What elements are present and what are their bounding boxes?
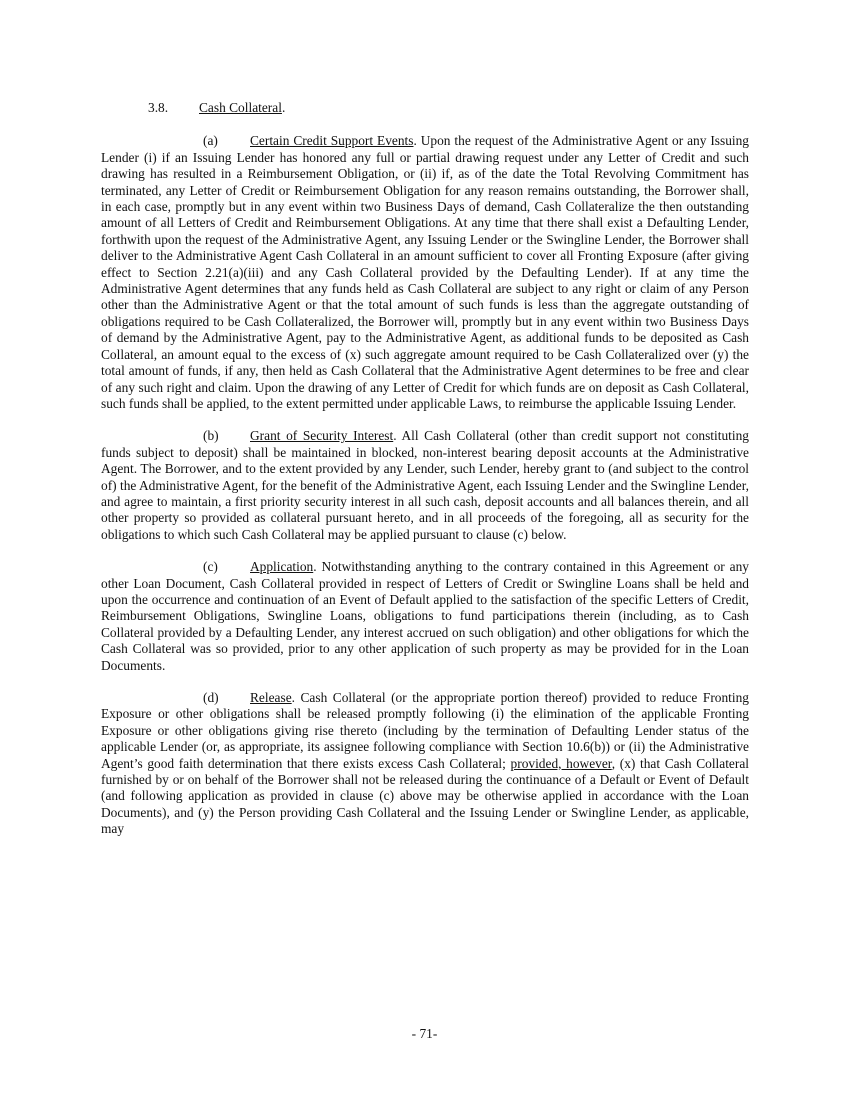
section-title: Cash Collateral	[199, 100, 282, 115]
paragraph-d-label: (d)	[203, 690, 219, 705]
paragraph-c-heading: Application	[250, 559, 314, 575]
paragraph-d-body-2: , (x) that Cash Collateral furnished by or on behalf of the Borrower shall not be released during the continuance of a Default or Event of Default (and following application as provided in clause (c) above may be otherwise applied in accordance with the Loan Documents), and (y) the Person providing Cash Collateral and the Issuing Lender or Swingline Lender, as applicable, may	[101, 755, 749, 837]
paragraph-a-heading: Certain Credit Support Events	[250, 133, 414, 149]
paragraph-c	[101, 559, 749, 674]
paragraph-d-emphasis: provided, however	[510, 755, 612, 771]
paragraph-a-label: (a)	[203, 133, 218, 149]
paragraph-b-body: . All Cash Collateral (other than credit support not constituting funds subject to deposit) shall be maintained in blocked, non-interest bearing deposit accounts at the Administrative Agent. The Borrower, and to the extent provided by any Lender, such Lender, hereby grant to (and subject to the control of) the Administrative Agent, for the benefit of the Administrative Agent, each Issuing Lender and the Swingline Lender, and agree to maintain, a first priority security interest in all such cash, deposit accounts and all balances therein, and all other property so provided as collateral pursuant hereto, and in all proceeds of the foregoing, all as security for the obligations to which such Cash Collateral may be applied pursuant to clause (c) below.	[101, 428, 749, 542]
section-title-suffix: .	[281, 100, 286, 115]
section-heading	[101, 100, 749, 116]
paragraph-c-label: (c)	[203, 559, 218, 575]
paragraph-a	[101, 133, 749, 412]
page-number: - 71-	[411, 1026, 438, 1041]
paragraph-d-body-1: . Cash Collateral (or the appropriate portion thereof) provided to reduce Fronting Exposure or other obligations shall be released promptly following (i) the elimination of the applicable Fronting Exposure or other obligations giving rise thereto (including by the termination of Defaulting Lender status of the applicable Lender (or, as appropriate, its assignee following compliance with Section 10.6(b)) or (ii) the Administrative Agent’s good faith determination that there exists excess Cash Collateral;	[101, 690, 749, 771]
paragraph-d-heading: Release	[250, 690, 292, 705]
paragraph-c-body: . Notwithstanding anything to the contrary contained in this Agreement or any other Loan Document, Cash Collateral provided in respect of Letters of Credit or Swingline Loans shall be held and upon the occurrence and continuation of an Event of Default applied to the satisfaction of the specific Letters of Credit, Reimbursement Obligations, Swingline Loans, obligations to fund participations therein (including, as to Cash Collateral provided by a Defaulting Lender, any interest accrued on such obligation) and other obligations for which the Cash Collateral was so provided, prior to any other application of such property as may be provided for in the Loan Documents.	[101, 559, 749, 673]
paragraph-d	[101, 690, 749, 838]
paragraph-a-body: . Upon the request of the Administrative Agent or any Issuing Lender (i) if an Issuing Lender has honored any full or partial drawing request under any Letter of Credit and such drawing has resulted in a Reimbursement Obligation, or (ii) if, as of the date the Total Revolving Commitment has terminated, any Letter of Credit or Reimbursement Obligation for any reason remains outstanding, the Borrower shall, in each case, promptly but in any event within two Business Days of demand, Cash Collateralize the then outstanding amount of all Letters of Credit and Reimbursement Obligations. At any time that there shall exist a Defaulting Lender, forthwith upon the request of the Administrative Agent, any Issuing Lender or the Swingline Lender, the Borrower shall deliver to the Administrative Agent Cash Collateral in an amount sufficient to cover all Fronting Exposure (after giving effect to Section 2.21(a)(iii) and any Cash Collateral provided by the Defaulting Lender). If at any time the Administrative Agent determines that any funds held as Cash Collateral are subject to any right or claim of any Person other than the Administrative Agent or that the total amount of such funds is less than the aggregate outstanding of obligations required to be Cash Collateralized, the Borrower will, promptly but in any event within two Business Days of demand by the Administrative Agent, pay to the Administrative Agent, as additional funds to be deposited as Cash Collateral, an amount equal to the excess of (x) such aggregate amount required to be Cash Collateralized over (y) the total amount of funds, if any, then held as Cash Collateral that the Administrative Agent determines to be free and clear of any such right and claim. Upon the drawing of any Letter of Credit for which funds are on deposit as Cash Collateral, such funds shall be applied, to the extent permitted under applicable Laws, to reimburse the applicable Issuing Lender.	[101, 133, 750, 411]
paragraph-b	[101, 428, 749, 543]
paragraph-b-heading: Grant of Security Interest	[250, 428, 394, 444]
paragraph-b-label: (b)	[203, 428, 219, 444]
document-page	[101, 100, 749, 854]
section-number: 3.8.	[148, 100, 169, 115]
